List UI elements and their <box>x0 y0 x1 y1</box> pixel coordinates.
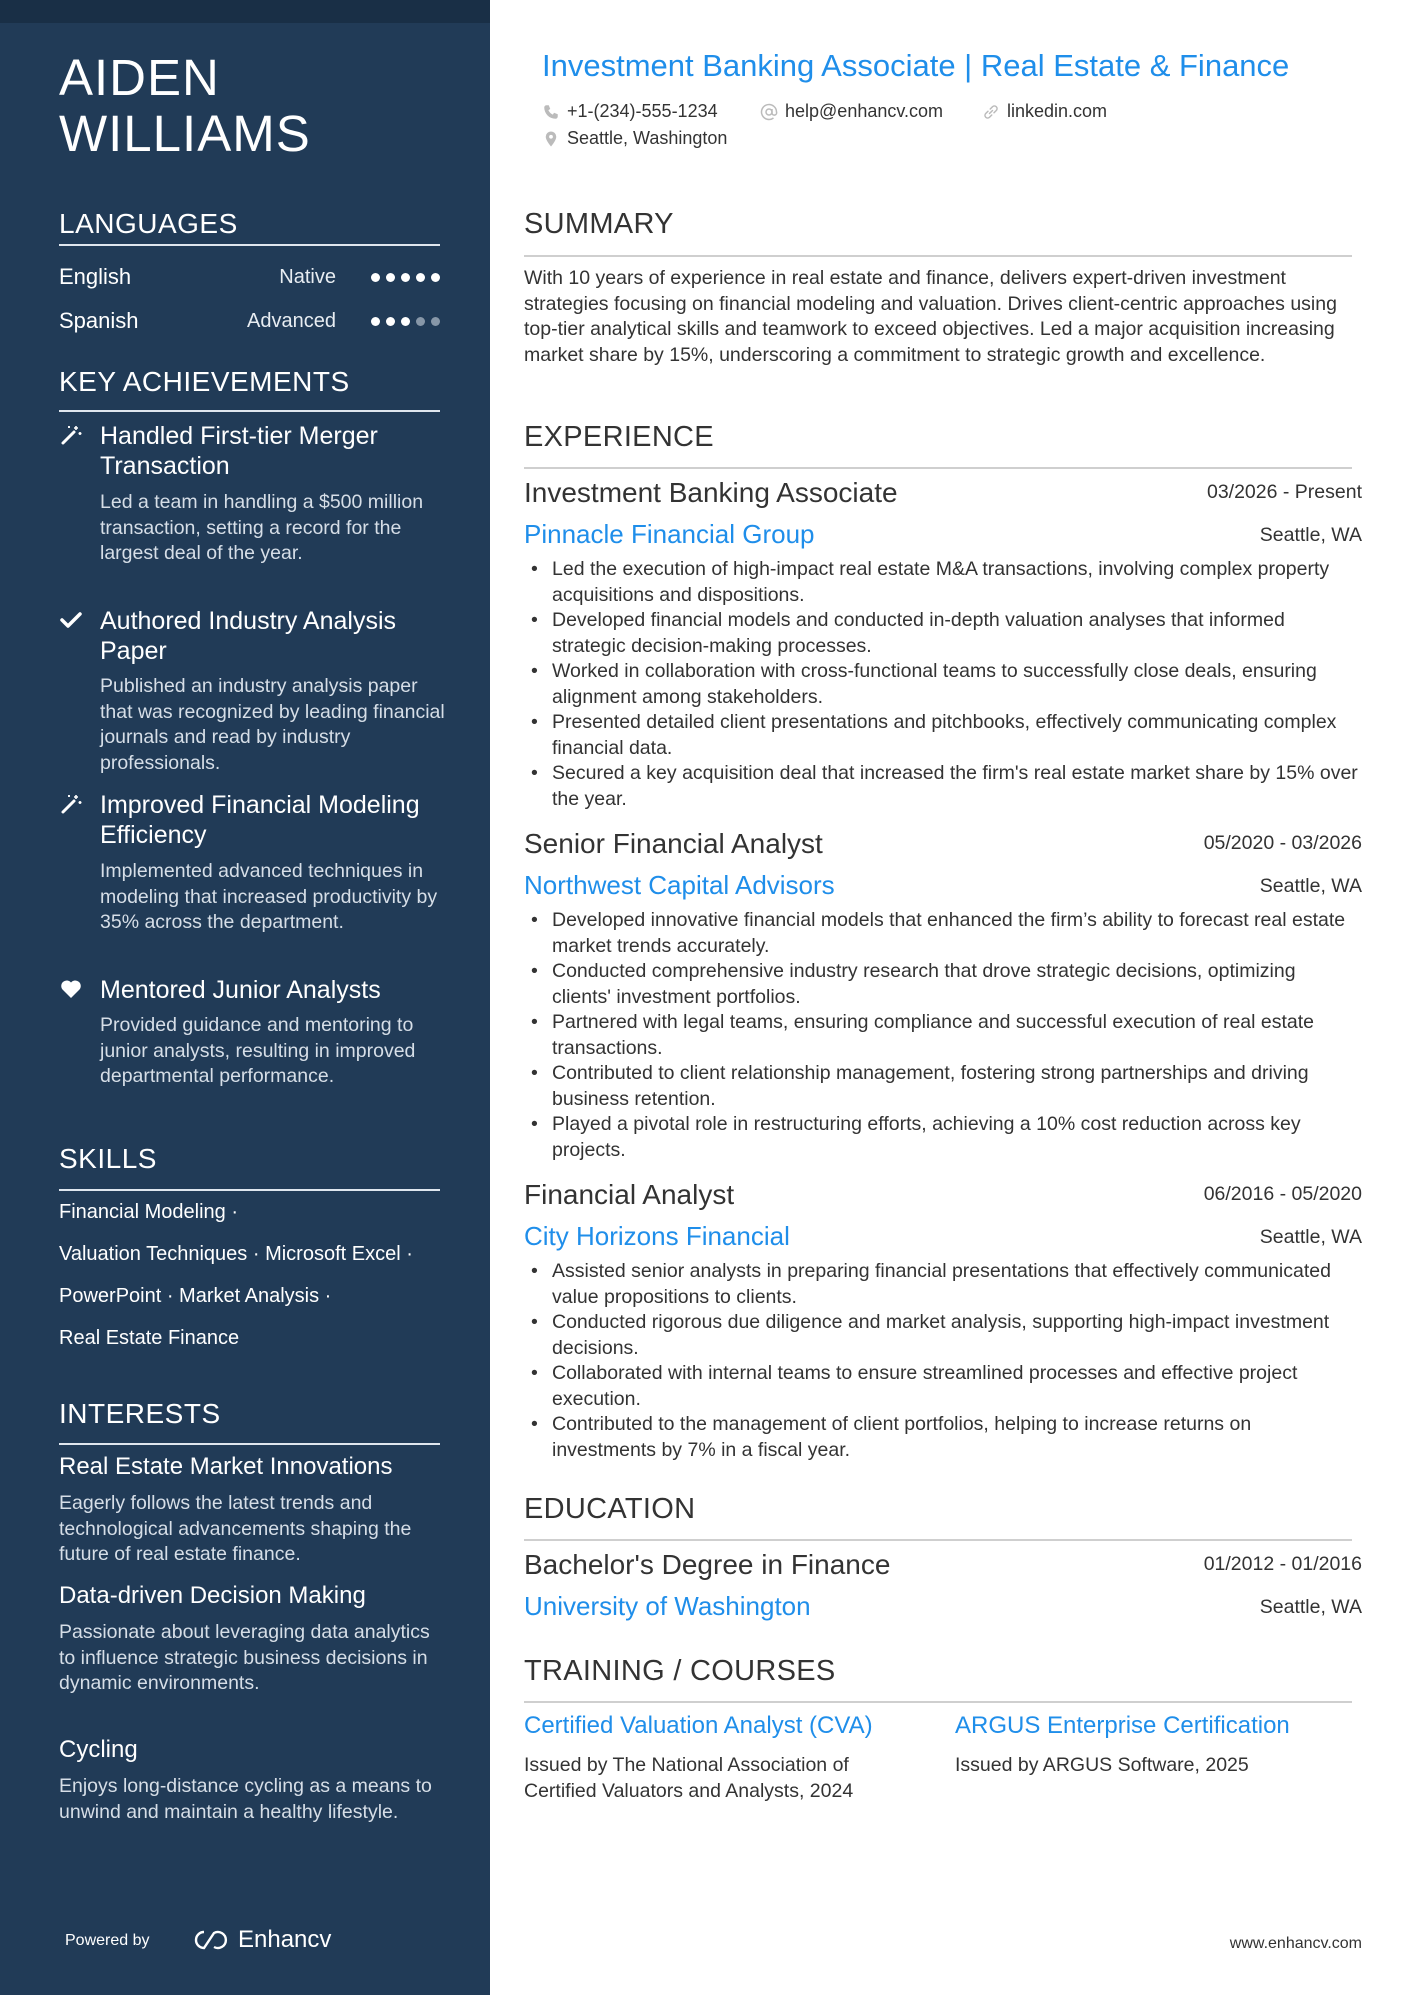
rating-dot-filled <box>371 273 380 282</box>
interests-heading: INTERESTS <box>59 1398 221 1429</box>
education-heading: EDUCATION <box>524 1493 696 1525</box>
rating-dot-filled <box>371 317 380 326</box>
enhancv-logo <box>184 1926 331 1954</box>
achievement-title: Handled First-tier Merger Transaction <box>100 422 378 480</box>
job-dates: 03/2026 - Present <box>1206 481 1362 503</box>
job-bullets <box>524 557 1359 812</box>
education-divider <box>524 1539 1352 1541</box>
job-bullets <box>524 908 1359 1163</box>
rating-dot-filled <box>401 317 410 326</box>
powered-by-label: Powered by <box>65 1932 150 1949</box>
language-level: Advanced <box>247 310 336 332</box>
contact-email[interactable] <box>760 101 943 122</box>
education-degree: Bachelor's Degree in Finance <box>524 1549 891 1580</box>
heart-icon <box>59 977 83 1001</box>
interest-description: Passionate about leveraging data analytics to influence strategic business decisions in dynamic environments. <box>59 1621 430 1694</box>
enhancv-brand-text: Enhancv <box>238 1926 332 1953</box>
language-name: Spanish <box>59 308 139 333</box>
skills-heading: SKILLS <box>59 1143 157 1174</box>
main-content <box>490 0 1410 1995</box>
job-company: Pinnacle Financial Group <box>524 519 815 549</box>
bullet-item: • Secured a key acquisition deal that increased the firm's real estate market share by 15% over the year. <box>524 761 1359 812</box>
skill-line: PowerPoint · Market Analysis · <box>59 1285 332 1307</box>
education-school: University of Washington <box>524 1591 811 1621</box>
footer-website[interactable]: www.enhancv.com <box>1229 1935 1362 1952</box>
phone-text: +1-(234)-555-1234 <box>567 101 718 121</box>
contact-location <box>542 128 727 149</box>
contact-linkedin[interactable] <box>982 101 1107 122</box>
achievements-divider <box>59 410 440 412</box>
rating-dot-filled <box>431 273 440 282</box>
skill-line: Valuation Techniques · Microsoft Excel · <box>59 1243 413 1265</box>
sidebar-top-strip <box>0 0 490 23</box>
skills-divider <box>59 1189 440 1191</box>
location-text: Seattle, Washington <box>567 128 728 148</box>
bullet-item: • Worked in collaboration with cross-functional teams to successfully close deals, ensuring alignment among stakeholders. <box>524 659 1359 710</box>
bullet-item: • Collaborated with internal teams to ensure streamlined processes and effective project execution. <box>524 1361 1359 1412</box>
course-title: ARGUS Enterprise Certification <box>955 1712 1290 1739</box>
skill-line: Real Estate Finance <box>59 1327 240 1349</box>
training-heading: TRAINING / COURSES <box>524 1655 836 1687</box>
interest-description: Eagerly follows the latest trends and technological advancements shaping the future of real estate finance. <box>59 1492 412 1565</box>
interests-divider <box>59 1443 440 1445</box>
interest-description: Enjoys long-distance cycling as a means to unwind and maintain a healthy lifestyle. <box>59 1775 432 1823</box>
job-title: Investment Banking Associate <box>524 477 898 508</box>
checkmark-icon <box>59 608 83 632</box>
bullet-item: • Conducted comprehensive industry research that drove strategic decisions, optimizing clients' investment portfolios. <box>524 959 1359 1010</box>
education-location: Seattle, WA <box>1259 1596 1362 1618</box>
achievements-heading: KEY ACHIEVEMENTS <box>59 366 350 397</box>
enhancv-logo-icon <box>184 1927 230 1953</box>
bullet-item: • Led the execution of high-impact real estate M&A transactions, involving complex property acquisitions and dispositions. <box>524 557 1359 608</box>
linkedin-text: linkedin.com <box>1007 101 1108 121</box>
languages-heading: LANGUAGES <box>59 208 238 239</box>
job-location: Seattle, WA <box>1259 1226 1362 1248</box>
headline: Investment Banking Associate | Real Estate & Finance <box>542 48 1290 83</box>
achievement-title: Mentored Junior Analysts <box>100 976 381 1004</box>
bullet-item: • Presented detailed client presentations and pitchbooks, effectively communicating complex financial data. <box>524 710 1359 761</box>
language-name: English <box>59 264 132 289</box>
contact-phone <box>542 101 718 122</box>
language-row <box>59 308 440 338</box>
summary-divider <box>524 255 1352 257</box>
job-dates: 06/2016 - 05/2020 <box>1203 1183 1362 1205</box>
bullet-item: • Contributed to client relationship management, fostering strong partnerships and driving business retention. <box>524 1061 1359 1112</box>
language-rating <box>371 273 440 282</box>
course-title: Certified Valuation Analyst (CVA) <box>524 1712 873 1739</box>
bullet-item: • Assisted senior analysts in preparing financial presentations that effectively communicated value propositions to clients. <box>524 1259 1359 1310</box>
languages-divider <box>59 244 440 246</box>
achievement-description: Implemented advanced techniques in modeling that increased productivity by 35% across the department. <box>100 860 438 933</box>
bullet-item: • Partnered with legal teams, ensuring compliance and successful execution of real estate transactions. <box>524 1010 1359 1061</box>
summary-text: With 10 years of experience in real estate and finance, delivers expert-driven investment strategies focusing on financial modeling and valuation. Drives client-centric approaches using top-tier analytical skills and teamwork to exceed objectives. Led a major acquisition increasing market share by 15%, underscoring a commitment to strategic growth and excellence. <box>524 267 1337 366</box>
education-dates: 01/2012 - 01/2016 <box>1203 1553 1362 1575</box>
course-description: Issued by ARGUS Software, 2025 <box>955 1754 1249 1776</box>
location-pin-icon <box>542 130 560 148</box>
bullet-item: • Contributed to the management of client portfolios, helping to increase returns on investments by 7% in a fiscal year. <box>524 1412 1359 1463</box>
course-description: Issued by The National Association of Certified Valuators and Analysts, 2024 <box>524 1754 854 1802</box>
link-icon <box>982 103 1000 121</box>
rating-dot-filled <box>416 273 425 282</box>
achievement-description: Published an industry analysis paper that was recognized by leading financial journals and read by industry professionals. <box>100 675 445 774</box>
bullet-item: • Developed innovative financial models that enhanced the firm’s ability to forecast real estate market trends accurately. <box>524 908 1359 959</box>
bullet-item: • Played a pivotal role in restructuring efforts, achieving a 10% cost reduction across key projects. <box>524 1112 1359 1163</box>
training-divider <box>524 1701 1352 1703</box>
rating-dot-filled <box>386 273 395 282</box>
job-title: Financial Analyst <box>524 1179 735 1210</box>
job-location: Seattle, WA <box>1259 875 1362 897</box>
language-rating <box>371 317 440 326</box>
job-location: Seattle, WA <box>1259 524 1362 546</box>
rating-dot-filled <box>401 273 410 282</box>
interest-title: Cycling <box>59 1736 138 1763</box>
sidebar <box>0 0 490 1995</box>
job-company: City Horizons Financial <box>524 1221 790 1251</box>
candidate-name: AIDEN WILLIAMS <box>59 49 311 162</box>
bullet-item: • Conducted rigorous due diligence and market analysis, supporting high-impact investment decisions. <box>524 1310 1359 1361</box>
achievement-description: Provided guidance and mentoring to junior analysts, resulting in improved departmental performance. <box>100 1014 416 1087</box>
interest-title: Real Estate Market Innovations <box>59 1453 393 1480</box>
rating-dot-empty <box>416 317 425 326</box>
magic-wand-icon <box>59 423 83 447</box>
job-bullets <box>524 1259 1359 1463</box>
achievement-title: Authored Industry Analysis Paper <box>100 607 396 665</box>
experience-divider <box>524 467 1352 469</box>
job-title: Senior Financial Analyst <box>524 828 823 859</box>
job-company: Northwest Capital Advisors <box>524 870 835 900</box>
job-dates: 05/2020 - 03/2026 <box>1203 832 1362 854</box>
rating-dot-empty <box>431 317 440 326</box>
phone-icon <box>542 103 560 121</box>
experience-heading: EXPERIENCE <box>524 421 714 453</box>
achievement-title: Improved Financial Modeling Efficiency <box>100 791 420 849</box>
email-text: help@enhancv.com <box>785 101 944 121</box>
language-row <box>59 264 440 294</box>
interest-title: Data-driven Decision Making <box>59 1582 366 1609</box>
language-level: Native <box>279 266 336 288</box>
summary-heading: SUMMARY <box>524 208 674 240</box>
magic-wand-icon <box>59 792 83 816</box>
bullet-item: • Developed financial models and conducted in-depth valuation analyses that informed strategic decision-making processes. <box>524 608 1359 659</box>
at-sign-icon <box>760 103 778 121</box>
rating-dot-filled <box>386 317 395 326</box>
skill-line: Financial Modeling · <box>59 1201 238 1223</box>
achievement-description: Led a team in handling a $500 million transaction, setting a record for the largest deal of the year. <box>100 491 424 564</box>
